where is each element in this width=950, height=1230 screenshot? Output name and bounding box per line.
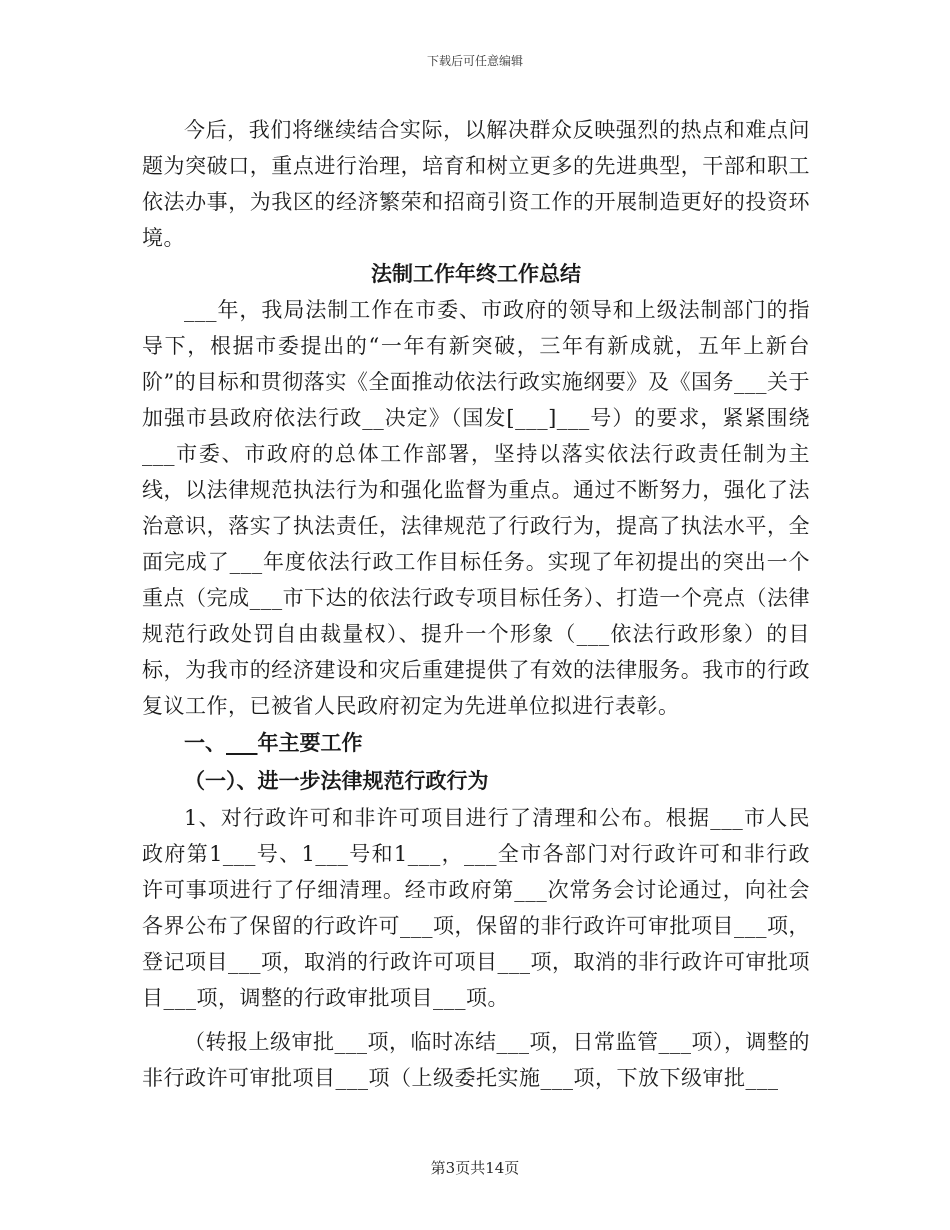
page-header: 下载后可任意编辑 <box>426 54 523 68</box>
paragraph-continued: （转报上级审批___项，临时冻结___项，日常监管___项），调整的非行政许可审批项目___项（上级委托实施___项，下放下级审批___ <box>142 1030 810 1090</box>
subsection-heading: （一）、进一步法律规范行政行为 <box>184 768 489 793</box>
paragraph-intro: 今后，我们将继续结合实际，以解决群众反映强烈的热点和难点问题为突破口，重点进行治理，培育和树立更多的先进典型，干部和职工依法办事，为我区的经济繁荣和招商引资工作的开展制造更好的投资环境。 <box>142 118 810 250</box>
document-body <box>142 112 810 1096</box>
page-footer: 第3页共14页 <box>430 1159 520 1177</box>
document-title: 法制工作年终工作总结 <box>371 261 581 286</box>
section-heading: 一、___年主要工作 <box>184 730 363 755</box>
paragraph-summary: ___年，我局法制工作在市委、市政府的领导和上级法制部门的指导下，根据市委提出的“一年有新突破，三年有新成就，五年上新台阶”的目标和贯彻落实《全面推动依法行政实施纲要》及《国务___关于加强市县政府依法行政__决定》（国发[___]___号）的要求，紧紧围绕___市委、市政府的总体工作部署，坚持以落实依法行政责任制为主线，以法律规范执法行为和强化监督为重点。通过不断努力，强化了法治意识，落实了执法责任，法律规范了行政行为，提高了执法水平，全面完成了___年度依法行政工作目标任务。实现了年初提出的突出一个重点（完成___市下达的依法行政专项目标任务）、打造一个亮点（法律规范行政处罚自由裁量权）、提升一个形象（___依法行政形象）的目标，为我市的经济建设和灾后重建提供了有效的法律服务。我市的行政复议工作，已被省人民政府初定为先进单位拟进行表彰。 <box>142 298 810 718</box>
paragraph-item-1: 1、对行政许可和非许可项目进行了清理和公布。根据___市人民政府第1___号、1___号和1___，___全市各部门对行政许可和非行政许可事项进行了仔细清理。经市政府第___次常务会讨论通过，向社会各界公布了保留的行政许可___项，保留的非行政许可审批项目___项，登记项目___项，取消的行政许可项目___项，取消的非行政许可审批项目___项，调整的行政审批项目___项。 <box>142 806 810 1010</box>
